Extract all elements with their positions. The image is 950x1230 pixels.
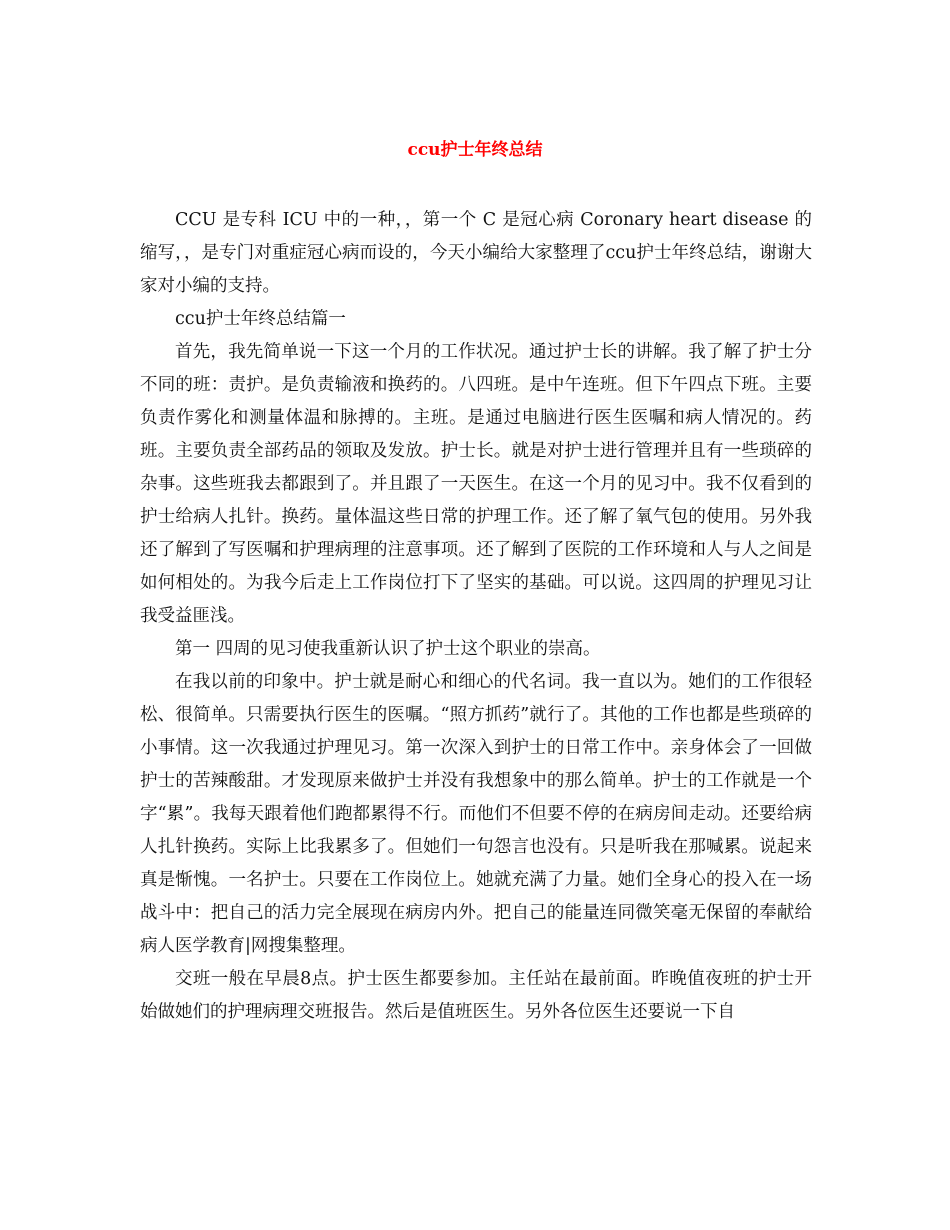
document-title: ccu护士年终总结 (407, 140, 543, 160)
document-body (140, 204, 812, 1029)
intro-paragraph: CCU 是专科 ICU 中的一种，，第一个 C 是冠心病 Coronary heart disease 的缩写，，是专门对重症冠心病而设的，今天小编给大家整理了ccu护士年终总结，谢谢大家对小编的支持。 (140, 210, 812, 296)
subheading-paragraph: 第一 四周的见习使我重新认识了护士这个职业的崇高。 (175, 639, 601, 659)
body-paragraph: 首先，我先简单说一下这一个月的工作状况。通过护士长的讲解。我了解了护士分不同的班：责护。是负责输液和换药的。八四班。是中午连班。但下午四点下班。主要负责作雾化和测量体温和脉搏的。主班。是通过电脑进行医生医嘱和病人情况的。药班。主要负责全部药品的领取及发放。护士长。就是对护士进行管理并且有一些琐碎的杂事。这些班我去都跟到了。并且跟了一天医生。在这一个月的见习中。我不仅看到的护士给病人扎针。换药。量体温这些日常的护理工作。还了解了氧气包的使用。另外我还了解到了写医嘱和护理病理的注意事项。还了解到了医院的工作环境和人与人之间是如何相处的。为我今后走上工作岗位打下了坚实的基础。可以说。这四周的护理见习让我受益匪浅。 (140, 342, 812, 626)
body-paragraph: 在我以前的印象中。护士就是耐心和细心的代名词。我一直以为。她们的工作很轻松、很简单。只需要执行医生的医嘱。“照方抓药”就行了。其他的工作也都是些琐碎的小事情。这一次我通过护理见习。第一次深入到护士的日常工作中。亲身体会了一回做护士的苦辣酸甜。才发现原来做护士并没有我想象中的那么简单。护士的工作就是一个字“累”。我每天跟着他们跑都累得不行。而他们不但要不停的在病房间走动。还要给病人扎针换药。实际上比我累多了。但她们一句怨言也没有。只是听我在那喊累。说起来真是惭愧。一名护士。只要在工作岗位上。她就充满了力量。她们全身心的投入在一场战斗中：把自己的活力完全展现在病房内外。把自己的能量连同微笑毫无保留的奉献给病人医学教育|网搜集整理。 (140, 672, 812, 956)
body-paragraph: 交班一般在早晨8点。护士医生都要参加。主任站在最前面。昨晚值夜班的护士开始做她们的护理病理交班报告。然后是值班医生。另外各位医生还要说一下自 (140, 969, 812, 1022)
section-heading: ccu护士年终总结篇一 (175, 309, 346, 329)
